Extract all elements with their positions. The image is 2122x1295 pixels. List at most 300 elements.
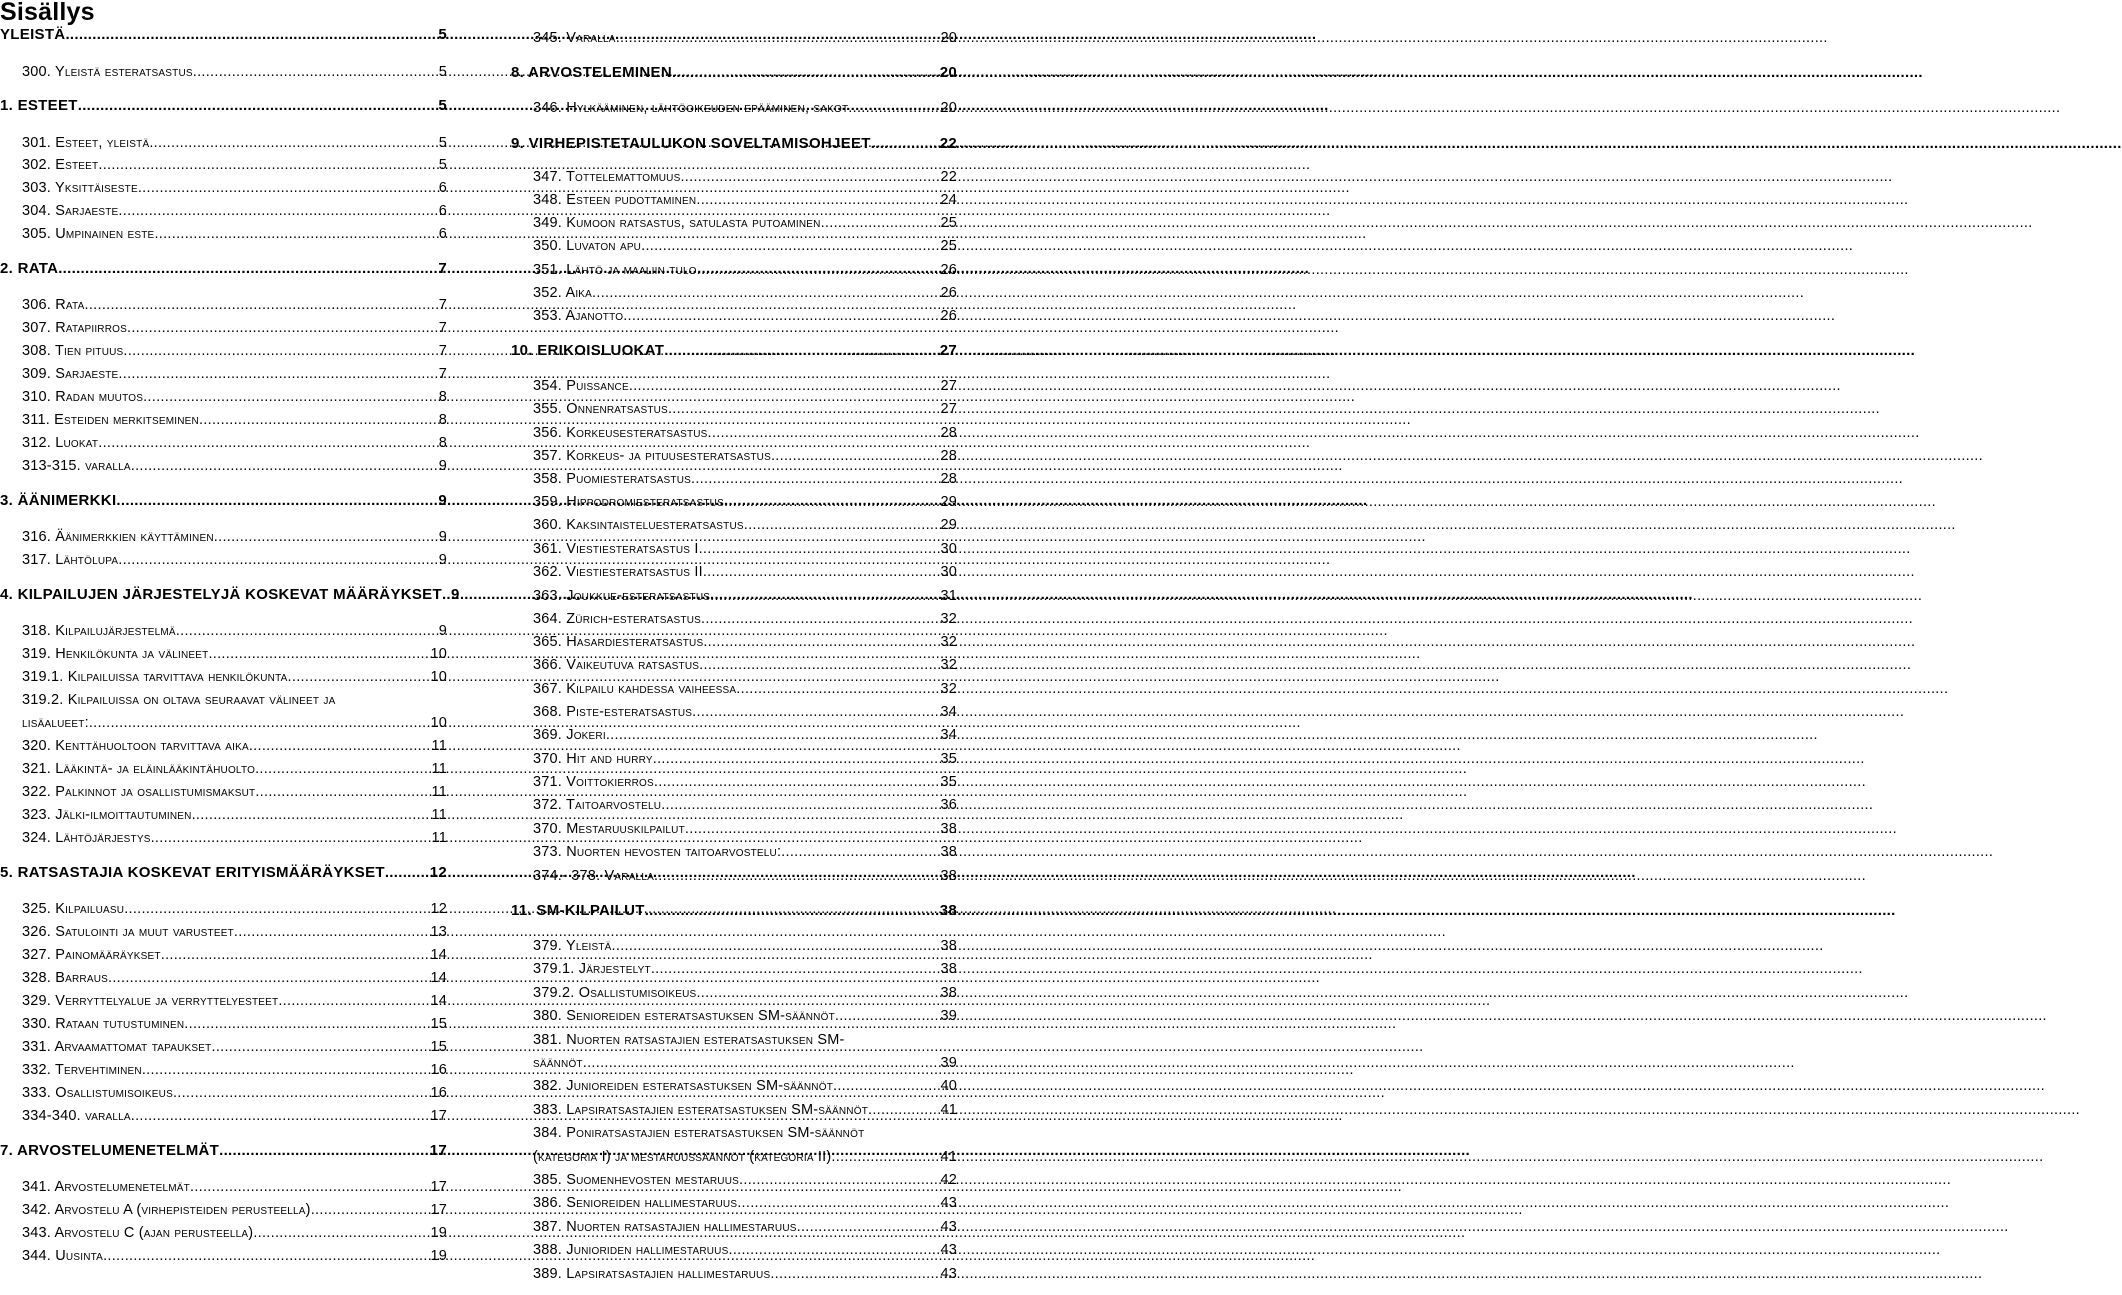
toc-entry-title: 309. Sarjaeste: [22, 366, 119, 382]
toc-entry-title: 353. Ajanotto: [533, 308, 624, 324]
toc-entry[interactable]: [533, 679, 957, 699]
toc-entry-title: 323. Jälki-ilmoittautuminen: [22, 807, 192, 823]
dot-leader: [710, 586, 939, 606]
toc-entry-title: säännöt: [533, 1055, 583, 1071]
toc-entry[interactable]: [22, 1037, 447, 1057]
toc-page-number: 6: [438, 203, 447, 219]
toc-entry[interactable]: [22, 341, 447, 361]
toc-entry-title: 350. Luvaton apu: [533, 238, 642, 254]
toc-entry-title: 383. Lapsiratsastajien esteratsastuksen SM-säännöt: [533, 1102, 868, 1118]
toc-chapter[interactable]: [0, 585, 460, 605]
dot-leader: [871, 134, 939, 154]
toc-page-number: 20: [939, 64, 957, 81]
toc-page-number: 24: [940, 192, 957, 208]
toc-entry-title: 380. Senioreiden esteratsastuksen SM-säännöt: [533, 1008, 835, 1024]
toc-page-number: 6: [438, 180, 447, 196]
dot-leader: [103, 1246, 429, 1266]
toc-page-number: 38: [940, 844, 957, 860]
dot-leader: [154, 224, 437, 244]
toc-entry[interactable]: [533, 655, 957, 675]
toc-page-number: 38: [940, 938, 957, 954]
toc-page-number: 11: [431, 738, 447, 754]
toc-entry[interactable]: [533, 959, 957, 979]
dot-leader: [623, 306, 939, 326]
dot-leader: [98, 433, 438, 453]
page-title: Sisällys: [0, 0, 95, 26]
toc-entry[interactable]: [22, 968, 447, 988]
toc-entry-title: 312. Luokat: [22, 435, 99, 451]
toc-entry[interactable]: [22, 644, 447, 664]
toc-entry[interactable]: [533, 469, 957, 489]
dot-leader: [821, 213, 940, 233]
dot-leader: [249, 736, 431, 756]
toc-page-number: 9: [438, 458, 447, 474]
toc-page-number: 32: [940, 634, 957, 650]
toc-page-number: 15: [430, 1016, 447, 1032]
dot-leader: [138, 178, 438, 198]
dot-leader: [592, 283, 939, 303]
toc-page-number: 13: [430, 924, 447, 940]
toc-page-number: 26: [940, 262, 957, 278]
toc-entry[interactable]: [533, 1264, 957, 1284]
toc-page-number: 19: [430, 1248, 447, 1264]
toc-entry[interactable]: [533, 1217, 957, 1237]
toc-entry-title: 362. Viestiesteratsastus II: [533, 564, 703, 580]
toc-page-number: 38: [940, 985, 957, 1001]
toc-entry[interactable]: [22, 1246, 447, 1266]
toc-entry[interactable]: [533, 866, 957, 886]
toc-entry[interactable]: [533, 1076, 957, 1096]
toc-entry-title: 370. Hit and hurry: [533, 751, 653, 767]
toc-entry[interactable]: [22, 945, 447, 965]
toc-entry-title: 307. Ratapiirros: [22, 320, 128, 336]
toc-entry[interactable]: [533, 1100, 957, 1120]
dot-leader: [612, 936, 940, 956]
toc-entry-title: 7. ARVOSTELUMENETELMÄT: [0, 1142, 220, 1159]
toc-entry[interactable]: [533, 446, 957, 466]
dot-leader: [672, 63, 939, 83]
toc-entry[interactable]: [533, 28, 957, 48]
toc-page-number: 17: [430, 1202, 447, 1218]
toc-entry[interactable]: [22, 782, 447, 802]
toc-entry[interactable]: [533, 936, 957, 956]
toc-page-number: 25: [940, 238, 957, 254]
toc-page-number: 9: [438, 552, 447, 568]
dot-leader: [699, 539, 940, 559]
toc-page-number: 38: [940, 821, 957, 837]
toc-entry[interactable]: [533, 725, 957, 745]
toc-entry-title: 310. Radan muutos: [22, 389, 144, 405]
toc-page-number: 20: [940, 30, 957, 46]
toc-entry[interactable]: [22, 759, 447, 779]
dot-leader: [89, 713, 430, 733]
toc-page-number: 32: [940, 611, 957, 627]
dot-leader: [255, 782, 430, 802]
toc-page-number: 34: [940, 727, 957, 743]
dot-leader: [211, 1037, 429, 1057]
toc-entry-title: 369. Jokeri: [533, 727, 606, 743]
toc-entry[interactable]: [22, 456, 447, 476]
toc-entry-title: 371. Voittokierros: [533, 774, 654, 790]
toc-entry[interactable]: [22, 899, 447, 919]
toc-entry[interactable]: [533, 423, 957, 443]
toc-entry-title: 361. Viestiesteratsastus I: [533, 541, 699, 557]
toc-entry[interactable]: [22, 828, 447, 848]
toc-entry[interactable]: [22, 62, 447, 82]
toc-entry-title: 328. Barraus: [22, 970, 108, 986]
dot-leader: [118, 364, 437, 384]
toc-page-number: 5: [438, 157, 447, 173]
toc-entry[interactable]: [22, 201, 447, 221]
toc-chapter[interactable]: [511, 134, 957, 154]
toc-page-number: 43: [940, 1195, 957, 1211]
toc-entry[interactable]: [22, 527, 447, 547]
toc-page-number: 12: [430, 901, 447, 917]
dot-leader: [78, 96, 438, 116]
toc-entry[interactable]: [533, 819, 957, 839]
toc-entry[interactable]: [22, 224, 447, 244]
dot-leader: [253, 1223, 429, 1243]
toc-chapter[interactable]: [511, 901, 957, 921]
dot-leader: [641, 236, 939, 256]
toc-entry-title: 358. Puomiesteratsastus: [533, 471, 692, 487]
toc-chapter[interactable]: [0, 491, 447, 511]
toc-entry[interactable]: [22, 1223, 447, 1243]
dot-leader: [703, 632, 939, 652]
toc-entry[interactable]: [533, 1006, 957, 1026]
toc-entry[interactable]: [533, 283, 957, 303]
toc-entry-title: 360. Kaksintaisteluesteratsastus: [533, 517, 744, 533]
toc-chapter[interactable]: [0, 259, 447, 279]
toc-entry-title: 8. ARVOSTELEMINEN: [511, 64, 672, 81]
toc-entry[interactable]: [533, 213, 957, 233]
toc-entry-title: 308. Tien pituus: [22, 343, 124, 359]
toc-entry-title: 329. Verryttelyalue ja verryttelyesteet: [22, 993, 279, 1009]
toc-page-number: 28: [940, 471, 957, 487]
toc-page-number: 43: [940, 1242, 957, 1258]
toc-entry[interactable]: [22, 318, 447, 338]
toc-entry-text[interactable]: 319.2. Kilpailuissa on oltava seuraavat välineet ja: [22, 692, 336, 708]
toc-entry[interactable]: [22, 364, 447, 384]
toc-page-number: 34: [940, 704, 957, 720]
toc-entry-title: 320. Kenttähuoltoon tarvittava aika: [22, 738, 249, 754]
toc-page-number: 19: [430, 1225, 447, 1241]
toc-page-number: 9: [438, 492, 447, 509]
toc-entry-title: 319.1. Kilpailuissa tarvittava henkilökunta: [22, 669, 288, 685]
toc-page-number: 31: [940, 588, 957, 604]
toc-entry[interactable]: [533, 562, 957, 582]
dot-leader: [606, 725, 940, 745]
toc-chapter[interactable]: [0, 1141, 447, 1161]
toc-entry[interactable]: [22, 1177, 447, 1197]
dot-leader: [736, 679, 939, 699]
toc-entry-title: 352. Aika: [533, 285, 593, 301]
toc-page: [0, 0, 960, 1295]
dot-leader: [190, 1177, 429, 1197]
toc-entry-title: 359. Hippodromiesteratsastus: [533, 494, 724, 510]
toc-entry[interactable]: [533, 632, 957, 652]
toc-page-number: 11: [431, 807, 447, 823]
toc-entry-title: 313-315. varalla: [22, 458, 131, 474]
dot-leader: [701, 609, 939, 629]
toc-entry[interactable]: [533, 98, 957, 118]
toc-entry-title: 327. Painomääräykset: [22, 947, 161, 963]
toc-entry-title: 372. Taitoarvostelu: [533, 797, 662, 813]
toc-entry-title: 332. Tervehtiminen: [22, 1062, 142, 1078]
toc-entry-text[interactable]: 384. Poniratsastajien esteratsastuksen SM-säännöt: [533, 1125, 865, 1141]
toc-entry[interactable]: [533, 795, 957, 815]
toc-entry[interactable]: [533, 983, 957, 1003]
toc-chapter[interactable]: [511, 63, 957, 83]
dot-leader: [651, 959, 940, 979]
toc-chapter[interactable]: [0, 25, 447, 45]
toc-entry[interactable]: [533, 236, 957, 256]
toc-page-number: 14: [430, 970, 447, 986]
toc-entry[interactable]: [22, 295, 447, 315]
toc-entry-title: 303. Yksittäiseste: [22, 180, 138, 196]
toc-entry[interactable]: [533, 1240, 957, 1260]
toc-entry[interactable]: [22, 433, 447, 453]
toc-page-number: 14: [430, 947, 447, 963]
toc-entry[interactable]: [533, 306, 957, 326]
toc-entry[interactable]: [533, 1053, 957, 1073]
dot-leader: [668, 399, 940, 419]
toc-entry-title: 10. ERIKOISLUOKAT: [511, 342, 665, 359]
dot-leader: [127, 318, 438, 338]
toc-entry[interactable]: [533, 609, 957, 629]
toc-entry[interactable]: [22, 1083, 447, 1103]
toc-entry-title: 11. SM-KILPAILUT: [511, 902, 645, 919]
toc-page-number: 10: [430, 646, 447, 662]
dot-leader: [193, 62, 438, 82]
toc-entry[interactable]: [22, 387, 447, 407]
toc-entry-title: 9. VIRHEPISTETAULUKON SOVELTAMISOHJEET: [511, 135, 871, 152]
toc-entry-title: 349. Kumoon ratsastus, satulasta putoaminen: [533, 215, 821, 231]
toc-entry[interactable]: [533, 1147, 957, 1167]
dot-leader: [385, 863, 429, 883]
dot-leader: [278, 991, 429, 1011]
toc-entry[interactable]: [533, 772, 957, 792]
toc-entry-title: 311. Esteiden merkitseminen: [22, 412, 199, 428]
toc-entry[interactable]: [22, 667, 447, 687]
toc-entry[interactable]: [533, 1193, 957, 1213]
toc-entry-title: 316. Äänimerkkien käyttäminen: [22, 529, 214, 545]
toc-entry[interactable]: [22, 991, 447, 1011]
toc-entry-title: 304. Sarjaeste: [22, 203, 119, 219]
toc-entry-title: 387. Nuorten ratsastajien hallimestaruus: [533, 1219, 797, 1235]
toc-page-number: 25: [940, 215, 957, 231]
toc-page-number: 29: [940, 494, 957, 510]
toc-entry-title: 385. Suomenhevosten mestaruus: [533, 1172, 740, 1188]
toc-entry-title: 325. Kilpailuasu: [22, 901, 125, 917]
toc-entry-title: 301. Esteet, yleistä: [22, 135, 150, 151]
toc-entry[interactable]: [22, 155, 447, 175]
toc-entry[interactable]: [533, 190, 957, 210]
toc-entry-title: lisäalueet:: [22, 715, 89, 731]
toc-entry[interactable]: [22, 1014, 447, 1034]
toc-chapter[interactable]: [0, 96, 447, 116]
toc-page-number: 9: [438, 529, 447, 545]
toc-entry[interactable]: [533, 399, 957, 419]
toc-page-number: 41: [940, 1149, 957, 1165]
toc-entry-title: 330. Rataan tutustuminen: [22, 1016, 185, 1032]
dot-leader: [288, 667, 430, 687]
dot-leader: [65, 25, 437, 45]
toc-page-number: 12: [429, 864, 447, 881]
dot-leader: [98, 155, 437, 175]
toc-entry[interactable]: [533, 492, 957, 512]
toc-entry-title: 370. Mestaruuskilpailut: [533, 821, 685, 837]
toc-entry[interactable]: [22, 410, 447, 430]
dot-leader: [184, 1014, 429, 1034]
toc-entry-title: 342. Arvostelu A (virhepisteiden perusteella): [22, 1202, 311, 1218]
toc-entry-title: 386. Senioreiden hallimestaruus: [533, 1195, 738, 1211]
toc-entry[interactable]: [533, 749, 957, 769]
toc-page-number: 39: [940, 1008, 957, 1024]
dot-leader: [208, 644, 429, 664]
toc-page-number: 7: [438, 343, 447, 359]
toc-page-number: 22: [939, 135, 957, 152]
toc-entry[interactable]: [533, 260, 957, 280]
toc-entry-title: 319. Henkilökunta ja välineet: [22, 646, 209, 662]
toc-entry-title: 374.- 378. Varalla: [533, 868, 654, 884]
toc-page-number: 28: [940, 448, 957, 464]
toc-entry[interactable]: [22, 133, 447, 153]
dot-leader: [696, 983, 939, 1003]
dot-leader: [234, 922, 430, 942]
dot-leader: [691, 469, 939, 489]
toc-page-number: 28: [940, 425, 957, 441]
toc-page-number: 40: [940, 1078, 957, 1094]
toc-entry-title: 326. Satulointi ja muut varusteet: [22, 924, 234, 940]
dot-leader: [708, 423, 940, 443]
toc-page-number: 5: [438, 135, 447, 151]
dot-leader: [645, 901, 939, 921]
dot-leader: [724, 492, 940, 512]
toc-entry-title: 306. Rata: [22, 297, 85, 313]
dot-leader: [173, 1083, 430, 1103]
toc-entry[interactable]: [533, 515, 957, 535]
toc-entry[interactable]: [533, 376, 957, 396]
toc-entry[interactable]: [533, 842, 957, 862]
toc-entry[interactable]: [22, 713, 447, 733]
toc-entry-title: 348. Esteen pudottaminen: [533, 192, 697, 208]
toc-entry-title: 382. Junioreiden esteratsastuksen SM-säännöt: [533, 1078, 834, 1094]
toc-page-number: 17: [430, 1108, 447, 1124]
toc-page-number: 41: [940, 1102, 957, 1118]
dot-leader: [143, 387, 438, 407]
dot-leader: [58, 259, 437, 279]
dot-leader: [744, 515, 940, 535]
toc-entry-title: 300. Yleistä esteratsastus: [22, 64, 193, 80]
dot-leader: [142, 1060, 430, 1080]
toc-entry-title: 321. Lääkintä- ja eläinlääkintähuolto: [22, 761, 256, 777]
dot-leader: [219, 1141, 429, 1161]
dot-leader: [161, 945, 430, 965]
toc-page-number: 7: [438, 260, 447, 277]
toc-page-number: 14: [430, 993, 447, 1009]
toc-entry-text[interactable]: 381. Nuorten ratsastajien esteratsastuksen SM-: [533, 1032, 845, 1048]
dot-leader: [85, 295, 438, 315]
dot-leader: [771, 446, 940, 466]
toc-entry-title: 346. Hylkääminen, lähtöoikeuden epääminen, sakot: [533, 100, 849, 116]
dot-leader: [123, 341, 437, 361]
dot-leader: [781, 842, 939, 862]
dot-leader: [311, 1200, 430, 1220]
toc-page-number: 16: [430, 1062, 447, 1078]
dot-leader: [583, 1053, 940, 1073]
toc-entry-title: 379. Yleistä: [533, 938, 612, 954]
toc-entry[interactable]: [22, 1060, 447, 1080]
toc-page-number: 6: [438, 226, 447, 242]
toc-page-number: 26: [940, 285, 957, 301]
toc-entry-title: 344. Uusinta: [22, 1248, 104, 1264]
dot-leader: [149, 133, 437, 153]
toc-page-number: 20: [940, 100, 957, 116]
toc-entry-title: 355. Onnenratsastus: [533, 401, 668, 417]
toc-entry[interactable]: [533, 702, 957, 722]
toc-entry-title: 363. Joukkue-esteratsastus: [533, 588, 711, 604]
dot-leader: [868, 1100, 939, 1120]
toc-entry-title: 318. Kilpailujärjestelmä: [22, 623, 176, 639]
toc-entry-title: 367. Kilpailu kahdessa vaiheessa: [533, 681, 737, 697]
toc-entry-title: 305. Umpinainen este: [22, 226, 155, 242]
toc-entry[interactable]: [22, 550, 447, 570]
dot-leader: [728, 1240, 939, 1260]
dot-leader: [118, 550, 437, 570]
dot-leader: [661, 795, 939, 815]
toc-page-number: 27: [940, 401, 957, 417]
toc-page-number: 11: [431, 761, 447, 777]
toc-entry-title: 368. Piste-esteratsastus: [533, 704, 693, 720]
toc-page-number: 30: [940, 541, 957, 557]
toc-entry[interactable]: [22, 1200, 447, 1220]
dot-leader: [696, 190, 939, 210]
toc-entry-title: 345. Varalla: [533, 30, 616, 46]
toc-page-number: 22: [940, 169, 957, 185]
toc-page-number: 35: [940, 751, 957, 767]
toc-entry-title: 324. Lähtöjärjestys: [22, 830, 151, 846]
dot-leader: [653, 749, 940, 769]
toc-page-number: 39: [940, 1055, 957, 1071]
toc-entry[interactable]: [533, 586, 957, 606]
dot-leader: [770, 1264, 939, 1284]
toc-entry[interactable]: [533, 1170, 957, 1190]
toc-entry[interactable]: [22, 621, 447, 641]
dot-leader: [616, 28, 940, 48]
toc-entry-title: 302. Esteet: [22, 157, 99, 173]
toc-page-number: 30: [940, 564, 957, 580]
toc-entry[interactable]: [22, 1106, 447, 1126]
toc-page-number: 5: [438, 64, 447, 80]
toc-page-number: 27: [940, 378, 957, 394]
toc-entry[interactable]: [533, 167, 957, 187]
toc-chapter[interactable]: [0, 863, 447, 883]
toc-entry[interactable]: [22, 178, 447, 198]
dot-leader: [692, 702, 939, 722]
toc-entry-title: 389. Lapsiratsastajien hallimestaruus: [533, 1266, 771, 1282]
toc-chapter[interactable]: [511, 341, 957, 361]
toc-entry[interactable]: [533, 539, 957, 559]
toc-entry[interactable]: [22, 805, 447, 825]
toc-entry[interactable]: [22, 736, 447, 756]
toc-entry-title: 379.2. Osallistumisoikeus: [533, 985, 697, 1001]
dot-leader: [176, 621, 438, 641]
toc-page-number: 7: [438, 297, 447, 313]
toc-page-number: 26: [940, 308, 957, 324]
dot-leader: [124, 899, 429, 919]
toc-entry[interactable]: [22, 922, 447, 942]
